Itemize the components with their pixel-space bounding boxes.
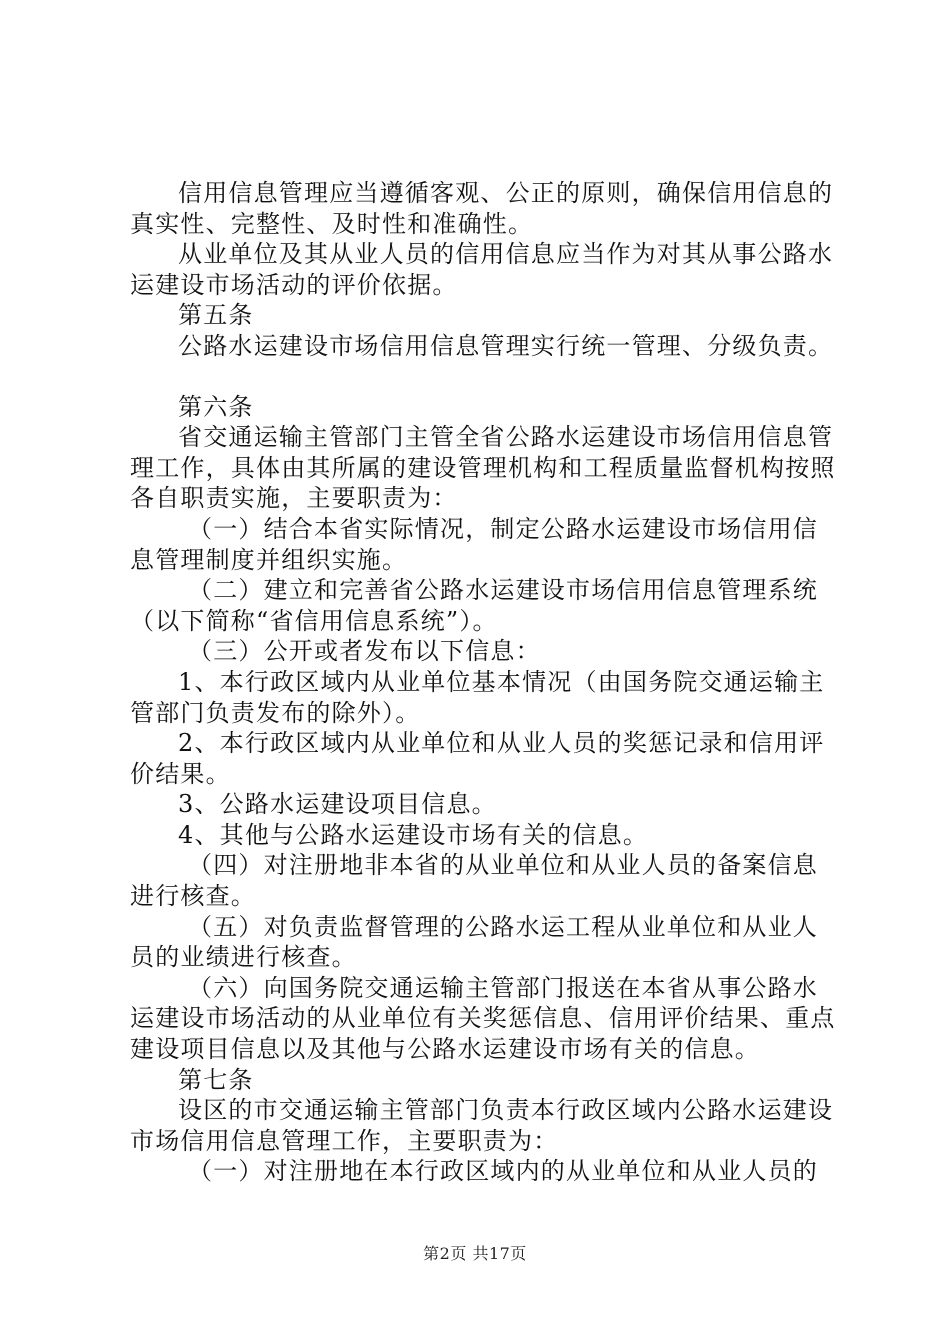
list-item-2: （二）建立和完善省公路水运建设市场信用信息管理系统（以下简称“省信用信息系统”）。: [130, 576, 818, 635]
paragraph-provincial-duties: 省交通运输主管部门主管全省公路水运建设市场信用信息管理工作，具体由其所属的建设管理机构和工程质量监督机构按照各自职责实施，主要职责为：: [130, 423, 836, 513]
article-heading-5: 第五条: [178, 301, 254, 330]
paragraph-principle: 信用信息管理应当遵循客观、公正的原则，确保信用信息的真实性、完整性、及时性和准确性。: [130, 179, 834, 238]
list-item-city-1: （一）对注册地在本行政区域内的从业单位和从业人员的: [188, 1157, 818, 1186]
sub-item-1: 1、本行政区域内从业单位基本情况（由国务院交通运输主管部门负责发布的除外）。: [130, 667, 825, 727]
document-body: [130, 178, 840, 1187]
list-item-3: （三）公开或者发布以下信息：: [188, 637, 541, 666]
paragraph-unified-management: 公路水运建设市场信用信息管理实行统一管理、分级负责。: [178, 331, 834, 360]
paragraph-evaluation-basis: 从业单位及其从业人员的信用信息应当作为对其从事公路水运建设市场活动的评价依据。: [130, 240, 834, 299]
sub-item-2: 2、本行政区域内从业单位和从业人员的奖惩记录和信用评价结果。: [130, 729, 825, 788]
list-item-6: （六）向国务院交通运输主管部门报送在本省从事公路水运建设市场活动的从业单位有关奖惩信息、信用评价结果、重点建设项目信息以及其他与公路水运建设市场有关的信息。: [130, 973, 836, 1064]
article-heading-7: 第七条: [178, 1065, 254, 1094]
paragraph-city-duties: 设区的市交通运输主管部门负责本行政区域内公路水运建设市场信用信息管理工作，主要职责为：: [130, 1096, 834, 1155]
list-item-1: （一）结合本省实际情况，制定公路水运建设市场信用信息管理制度并组织实施。: [130, 514, 818, 574]
sub-item-4: 4、其他与公路水运建设市场有关的信息。: [178, 820, 649, 849]
page-footer: 第2页 共17页: [423, 1244, 527, 1263]
sub-item-3: 3、公路水运建设项目信息。: [178, 790, 497, 819]
list-item-5: （五）对负责监督管理的公路水运工程从业单位和从业人员的业绩进行核查。: [130, 912, 818, 972]
article-heading-6: 第六条: [178, 392, 254, 421]
list-item-4: （四）对注册地非本省的从业单位和从业人员的备案信息进行核查。: [130, 851, 818, 911]
